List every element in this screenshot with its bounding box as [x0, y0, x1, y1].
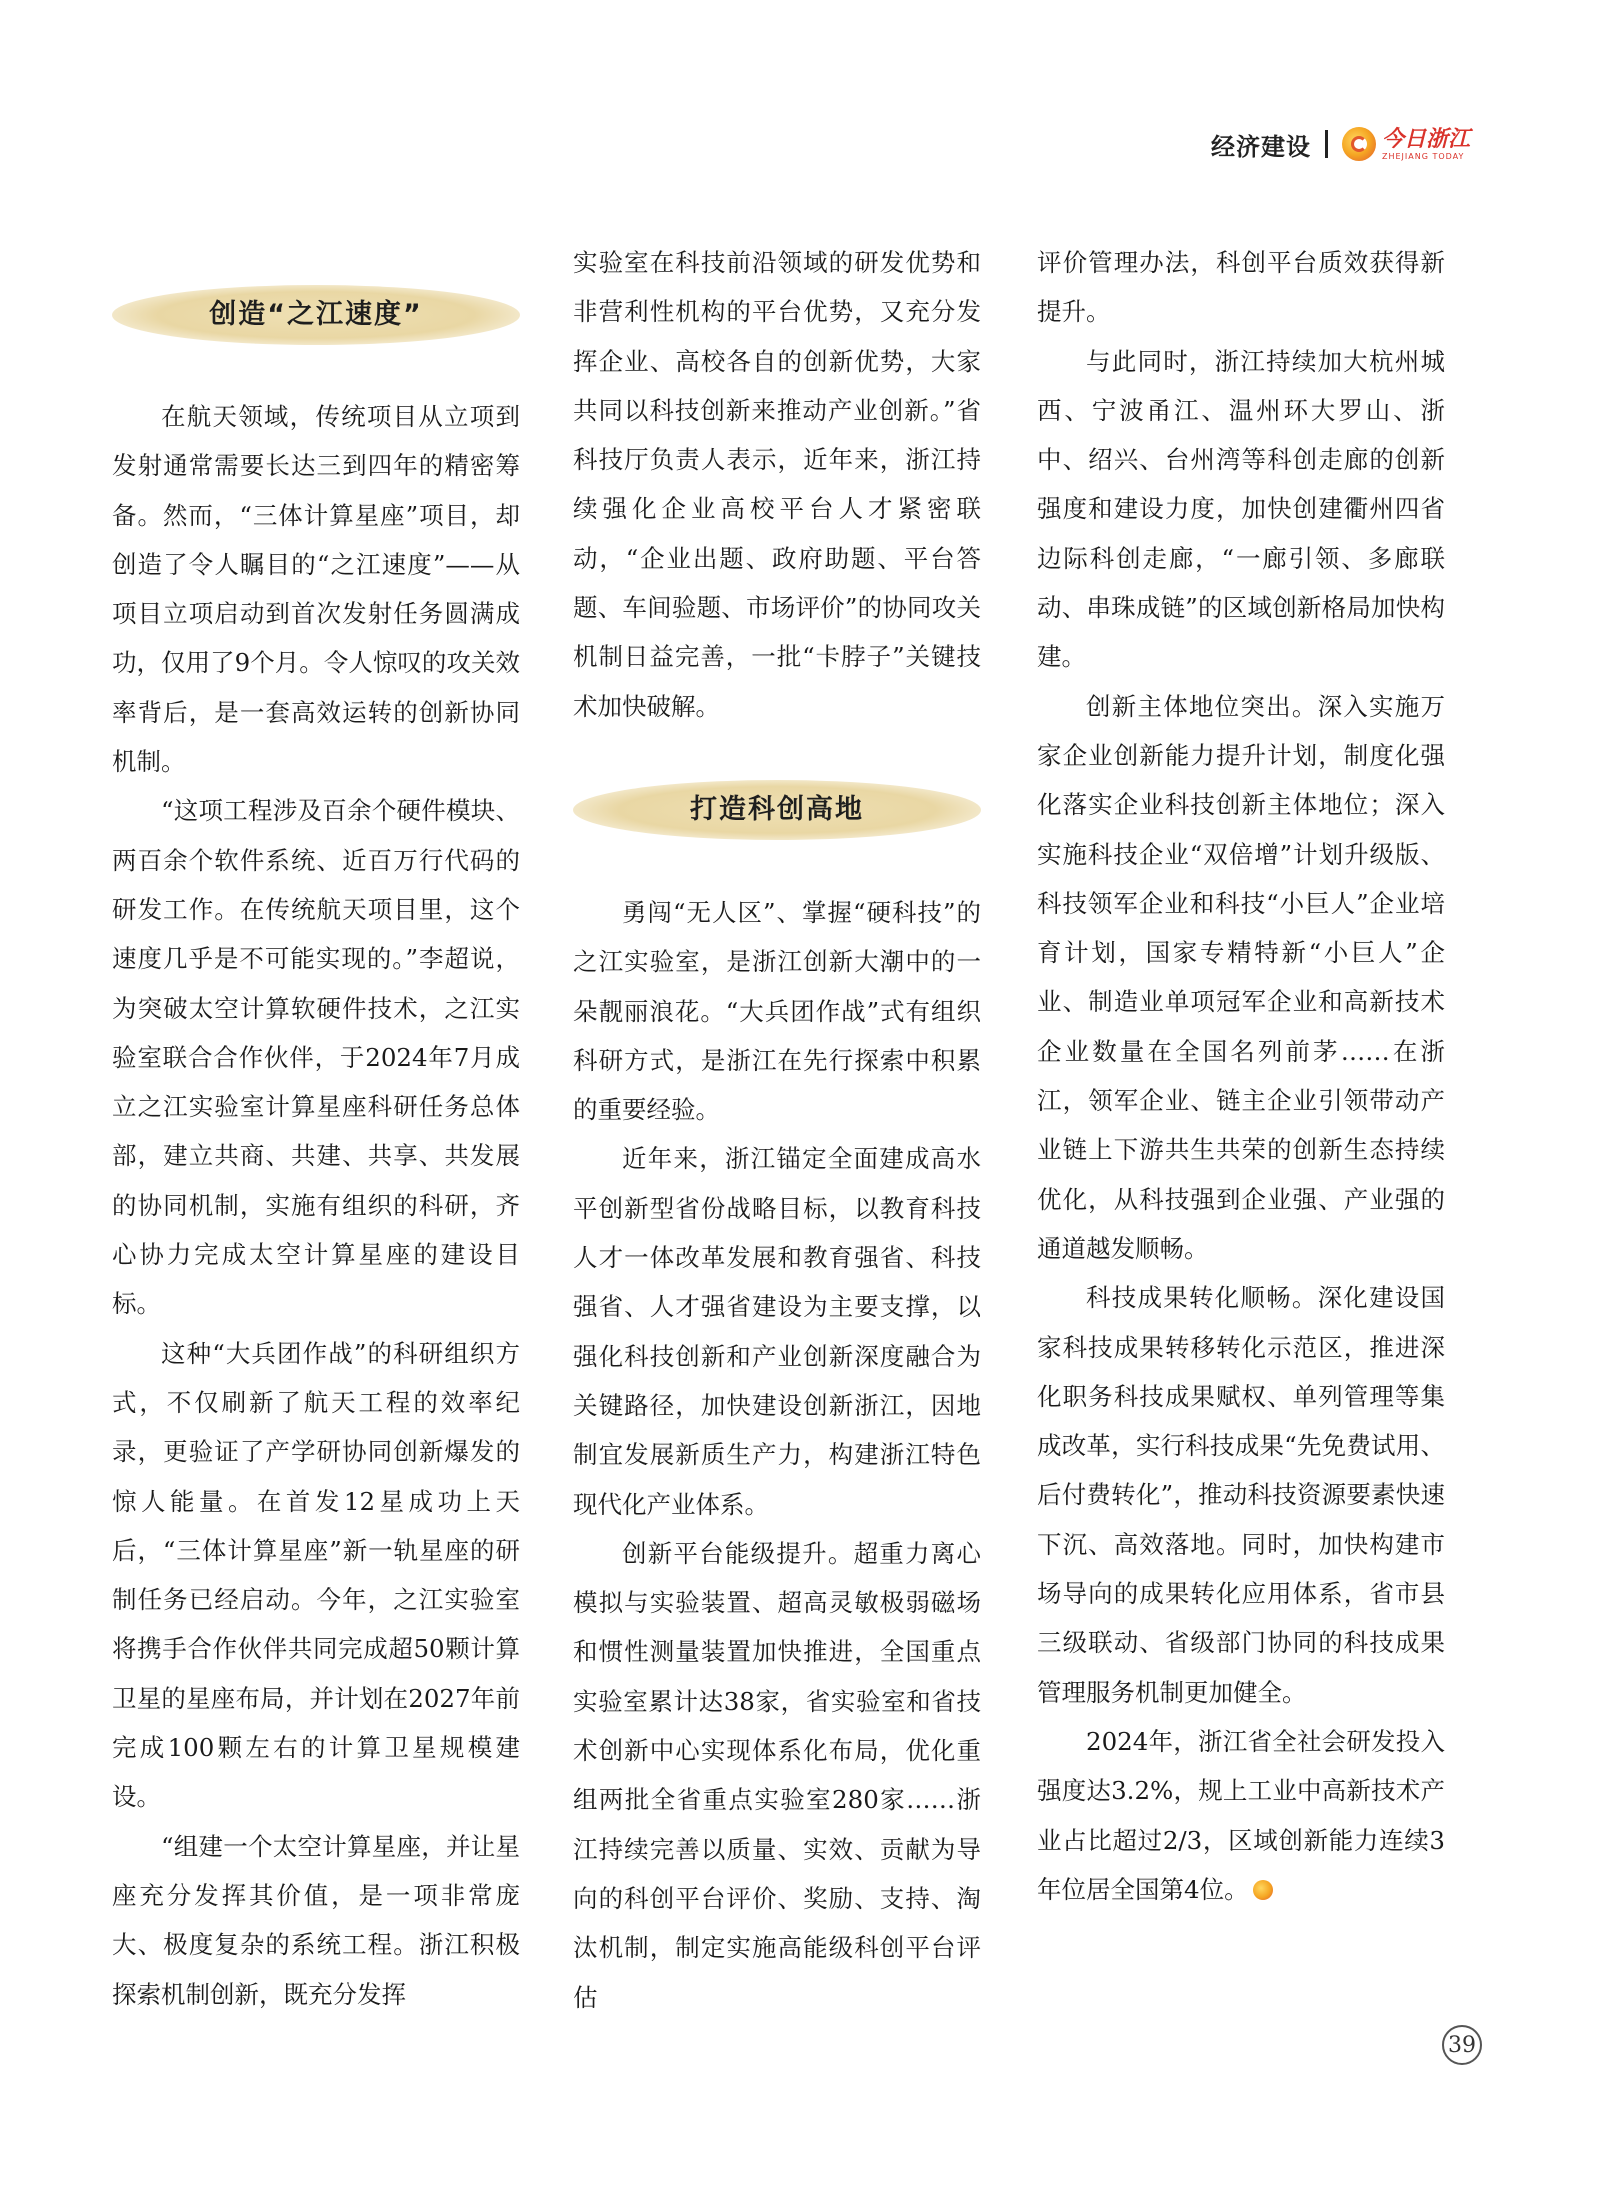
- section-heading-2: 打造科创高地: [573, 780, 981, 840]
- paragraph: 与此同时，浙江持续加大杭州城西、宁波甬江、温州环大罗山、浙中、绍兴、台州湾等科创走廊的创新强度和建设力度，加快创建衢州四省边际科创走廊，“一廊引领、多廊联动、串珠成链”的区域创新格局加快构建。: [1037, 346, 1445, 672]
- final-paragraph: [1037, 1717, 1445, 1914]
- paragraph: 这种“大兵团作战”的科研组织方式，不仅刷新了航天工程的效率纪录，更验证了产学研协同创新爆发的惊人能量。在首发12星成功上天后，“三体计算星座”新一轨星座的研制任务已经启动。今年，之江实验室将携手合作伙伴共同完成超50颗计算卫星的星座布局，并计划在2027年前完成100颗左右的计算卫星规模建设。: [112, 1338, 520, 1812]
- page-header: [1211, 124, 1470, 164]
- column-3: [1037, 238, 1445, 1914]
- section-heading-1: 创造“之江速度”: [112, 285, 520, 345]
- magazine-logo: [1342, 127, 1470, 161]
- final-paragraph-text: 2024年，浙江省全社会研发投入强度达3.2%，规上工业中高新技术产业占比超过2/3，区域创新能力连续3年位居全国第4位。: [1037, 1726, 1445, 1904]
- paragraph: 创新主体地位突出。深入实施万家企业创新能力提升计划，制度化强化落实企业科技创新主体地位；深入实施科技企业“双倍增”计划升级版、科技领军企业和科技“小巨人”企业培育计划，国家专精特新“小巨人”企业、制造业单项冠军企业和高新技术企业数量在全国名列前茅……在浙江，领军企业、链主企业引领带动产业链上下游共生共荣的创新生态持续优化，从科技强到企业强、产业强的通道越发顺畅。: [1037, 691, 1445, 1263]
- section-name: 经济建设: [1210, 132, 1311, 161]
- end-mark-icon: [1253, 1880, 1273, 1900]
- column-1: [112, 238, 520, 2019]
- paragraph: 近年来，浙江锚定全面建成高水平创新型省份战略目标，以教育科技人才一体改革发展和教育强省、科技强省、人才强省建设为主要支撑，以强化科技创新和产业创新深度融合为关键路径，加快建设创新浙江，因地制宜发展新质生产力，构建浙江特色现代化产业体系。: [573, 1144, 981, 1519]
- paragraph: “这项工程涉及百余个硬件模块、两百余个软件系统、近百万行代码的研发工作。在传统航天项目里，这个速度几乎是不可能实现的。”李超说，为突破太空计算软硬件技术，之江实验室联合合作伙伴，于2024年7月成立之江实验室计算星座科研任务总体部，建立共商、共建、共享、共发展的协同机制，实施有组织的科研，齐心协力完成太空计算星座的建设目标。: [112, 796, 520, 1319]
- logo-subtitle: ZHEJIANG TODAY: [1381, 151, 1465, 161]
- paragraph: 在航天领域，传统项目从立项到发射通常需要长达三到四年的精密筹备。然而，“三体计算星座”项目，却创造了令人瞩目的“之江速度”——从项目立项启动到首次发射任务圆满成功，仅用了9个月。令人惊叹的攻关效率背后，是一套高效运转的创新协同机制。: [112, 402, 520, 777]
- column-2: [573, 238, 981, 2022]
- paragraph: 评价管理办法，科创平台质效获得新提升。: [1037, 248, 1445, 327]
- logo-title: 今日浙江: [1381, 125, 1470, 152]
- logo-emblem-icon: [1342, 127, 1376, 161]
- page-number: 39: [1442, 2025, 1482, 2065]
- paragraph: 创新平台能级提升。超重力离心模拟与实验装置、超高灵敏极弱磁场和惯性测量装置加快推进，全国重点实验室累计达38家，省实验室和省技术创新中心实现体系化布局，优化重组两批全省重点实验室280家……浙江持续完善以质量、实效、贡献为导向的科创平台评价、奖励、支持、淘汰机制，制定实施高能级科创平台评估: [573, 1538, 981, 2012]
- paragraph: “组建一个太空计算星座，并让星座充分发挥其价值，是一项非常庞大、极度复杂的系统工程。浙江积极探索机制创新，既充分发挥: [112, 1831, 520, 2009]
- header-divider: [1325, 130, 1328, 158]
- paragraph: 科技成果转化顺畅。深化建设国家科技成果转移转化示范区，推进深化职务科技成果赋权、单列管理等集成改革，实行科技成果“先免费试用、后付费转化”，推动科技资源要素快速下沉、高效落地。同时，加快构建市场导向的成果转化应用体系，省市县三级联动、省级部门协同的科技成果管理服务机制更加健全。: [1037, 1283, 1445, 1707]
- paragraph: 勇闯“无人区”、掌握“硬科技”的之江实验室，是浙江创新大潮中的一朵靓丽浪花。“大兵团作战”式有组织科研方式，是浙江在先行探索中积累的重要经验。: [573, 897, 981, 1125]
- paragraph: 实验室在科技前沿领域的研发优势和非营利性机构的平台优势，又充分发挥企业、高校各自的创新优势，大家共同以科技创新来推动产业创新。”省科技厅负责人表示，近年来，浙江持续强化企业高校平台人才紧密联动，“企业出题、政府助题、平台答题、车间验题、市场评价”的协同攻关机制日益完善，一批“卡脖子”关键技术加快破解。: [573, 248, 981, 721]
